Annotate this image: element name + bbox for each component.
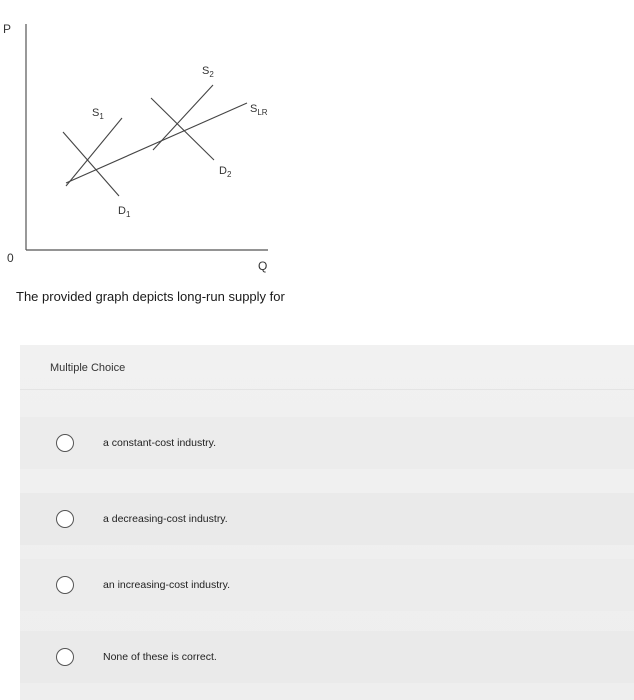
- radio-button[interactable]: [56, 576, 74, 594]
- option-increasing-cost[interactable]: [20, 559, 634, 611]
- question-text: The provided graph depicts long-run supply for: [16, 289, 285, 304]
- radio-button[interactable]: [56, 510, 74, 528]
- x-axis-label: Q: [258, 259, 268, 273]
- option-label: None of these is correct.: [103, 651, 217, 663]
- option-constant-cost[interactable]: [20, 417, 634, 469]
- slr-label: $S_{LR}$: [250, 103, 268, 117]
- option-decreasing-cost[interactable]: [20, 493, 634, 545]
- s1-label: $S_1$: [92, 107, 104, 121]
- origin-label: 0: [7, 251, 14, 265]
- option-label: an increasing-cost industry.: [103, 579, 231, 591]
- y-axis-label: P: [3, 22, 12, 36]
- d2-label: $D_2$: [219, 165, 232, 179]
- d1-curve: [63, 132, 119, 196]
- radio-button[interactable]: [56, 434, 74, 452]
- option-label: a constant-cost industry.: [103, 437, 217, 449]
- option-none-correct[interactable]: [20, 631, 634, 683]
- s2-label: $S_2$: [202, 65, 214, 79]
- divider: [20, 389, 634, 390]
- d1-label: $D_1$: [118, 205, 131, 219]
- d2-curve: [151, 98, 214, 160]
- multiple-choice-header: Multiple Choice: [50, 362, 126, 374]
- s1-curve: [66, 118, 122, 186]
- supply-demand-graph: [0, 0, 634, 320]
- radio-button[interactable]: [56, 648, 74, 666]
- multiple-choice-panel: [20, 345, 634, 700]
- option-label: a decreasing-cost industry.: [103, 513, 228, 525]
